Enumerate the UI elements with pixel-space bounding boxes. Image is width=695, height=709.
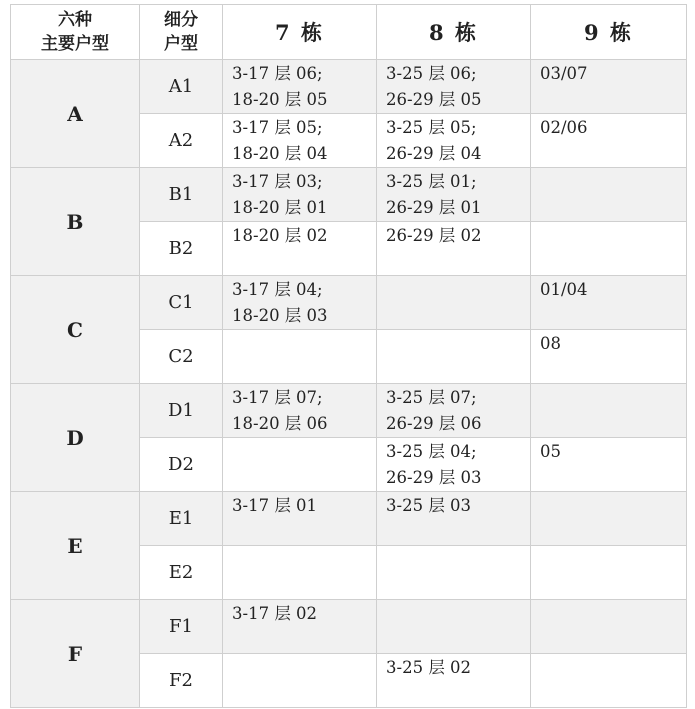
building-7-cell bbox=[223, 438, 377, 492]
floor-unit-text: 18-20 层 02 bbox=[232, 226, 328, 245]
table-row bbox=[11, 600, 687, 654]
building-8-cell bbox=[377, 60, 531, 114]
sub-type-cell: D2 bbox=[140, 438, 223, 492]
header-main-type: 六种 主要户型 bbox=[11, 5, 140, 60]
building-8-cell bbox=[377, 330, 531, 384]
building-9-cell bbox=[531, 60, 687, 114]
building-7-cell bbox=[223, 276, 377, 330]
building-7-cell bbox=[223, 60, 377, 114]
floor-unit-text: 3-25 层 01; bbox=[386, 172, 477, 191]
floor-unit-text: 3-17 层 07; bbox=[232, 388, 323, 407]
floor-unit-text: 3-17 层 02 bbox=[232, 604, 318, 623]
building-7-cell bbox=[223, 114, 377, 168]
floor-unit-text: 18-20 层 04 bbox=[232, 144, 328, 163]
sub-type-cell: B1 bbox=[140, 168, 223, 222]
floor-unit-text: 02/06 bbox=[540, 118, 588, 137]
floor-unit-text: 26-29 层 05 bbox=[386, 90, 482, 109]
building-7-cell bbox=[223, 654, 377, 708]
building-7-cell bbox=[223, 330, 377, 384]
floor-unit-text: 26-29 层 01 bbox=[386, 198, 482, 217]
table-row bbox=[11, 276, 687, 330]
floor-unit-text: 08 bbox=[540, 334, 561, 353]
building-9-cell bbox=[531, 438, 687, 492]
building-9-cell bbox=[531, 114, 687, 168]
floor-unit-text: 03/07 bbox=[540, 64, 588, 83]
building-9-cell bbox=[531, 330, 687, 384]
floor-unit-text: 01/04 bbox=[540, 280, 588, 299]
table-row bbox=[11, 492, 687, 546]
building-7-cell bbox=[223, 546, 377, 600]
building-7-cell bbox=[223, 492, 377, 546]
floor-unit-text: 3-25 层 03 bbox=[386, 496, 472, 515]
floor-unit-text: 26-29 层 06 bbox=[386, 414, 482, 433]
building-9-cell bbox=[531, 384, 687, 438]
building-9-cell bbox=[531, 492, 687, 546]
building-8-cell bbox=[377, 600, 531, 654]
floor-unit-text: 3-17 层 06; bbox=[232, 64, 323, 83]
building-8-cell bbox=[377, 168, 531, 222]
header-row bbox=[11, 5, 687, 60]
floor-unit-text: 18-20 层 03 bbox=[232, 306, 328, 325]
floor-unit-text: 3-25 层 02 bbox=[386, 658, 472, 677]
building-8-cell bbox=[377, 654, 531, 708]
floor-unit-text: 3-17 层 05; bbox=[232, 118, 323, 137]
building-8-cell bbox=[377, 492, 531, 546]
floor-unit-text: 3-17 层 01 bbox=[232, 496, 318, 515]
sub-type-cell: E2 bbox=[140, 546, 223, 600]
building-9-cell bbox=[531, 222, 687, 276]
building-7-cell bbox=[223, 222, 377, 276]
main-type-cell: C bbox=[11, 276, 140, 384]
building-7-cell bbox=[223, 384, 377, 438]
floor-unit-text: 18-20 层 06 bbox=[232, 414, 328, 433]
floor-unit-text: 3-25 层 07; bbox=[386, 388, 477, 407]
table-body bbox=[11, 60, 687, 708]
sub-type-cell: A1 bbox=[140, 60, 223, 114]
table-row bbox=[11, 384, 687, 438]
floor-unit-text: 18-20 层 05 bbox=[232, 90, 328, 109]
sub-type-cell: B2 bbox=[140, 222, 223, 276]
sub-type-cell: C1 bbox=[140, 276, 223, 330]
header-building-8: 8 栋 bbox=[377, 5, 531, 60]
sub-type-cell: D1 bbox=[140, 384, 223, 438]
building-7-cell bbox=[223, 600, 377, 654]
building-9-cell bbox=[531, 654, 687, 708]
header-building-7: 7 栋 bbox=[223, 5, 377, 60]
floor-unit-text: 26-29 层 02 bbox=[386, 226, 482, 245]
building-9-cell bbox=[531, 276, 687, 330]
sub-type-cell: C2 bbox=[140, 330, 223, 384]
main-type-cell: A bbox=[11, 60, 140, 168]
floor-unit-text: 05 bbox=[540, 442, 561, 461]
floor-unit-text: 18-20 层 01 bbox=[232, 198, 328, 217]
building-7-cell bbox=[223, 168, 377, 222]
table-row bbox=[11, 168, 687, 222]
building-9-cell bbox=[531, 168, 687, 222]
main-type-cell: B bbox=[11, 168, 140, 276]
main-type-cell: F bbox=[11, 600, 140, 708]
main-type-cell: E bbox=[11, 492, 140, 600]
building-9-cell bbox=[531, 600, 687, 654]
floor-unit-text: 3-17 层 04; bbox=[232, 280, 323, 299]
floor-unit-text: 3-25 层 06; bbox=[386, 64, 477, 83]
floor-unit-text: 26-29 层 04 bbox=[386, 144, 482, 163]
floor-unit-text: 3-25 层 05; bbox=[386, 118, 477, 137]
floor-unit-text: 3-17 层 03; bbox=[232, 172, 323, 191]
floor-unit-text: 3-25 层 04; bbox=[386, 442, 477, 461]
building-9-cell bbox=[531, 546, 687, 600]
unit-type-table bbox=[10, 4, 687, 708]
building-8-cell bbox=[377, 114, 531, 168]
building-8-cell bbox=[377, 222, 531, 276]
table-row bbox=[11, 60, 687, 114]
building-8-cell bbox=[377, 384, 531, 438]
building-8-cell bbox=[377, 276, 531, 330]
sub-type-cell: F2 bbox=[140, 654, 223, 708]
building-8-cell bbox=[377, 438, 531, 492]
sub-type-cell: A2 bbox=[140, 114, 223, 168]
floor-unit-text: 26-29 层 03 bbox=[386, 468, 482, 487]
main-type-cell: D bbox=[11, 384, 140, 492]
header-building-9: 9 栋 bbox=[531, 5, 687, 60]
header-sub-type: 细分 户型 bbox=[140, 5, 223, 60]
building-8-cell bbox=[377, 546, 531, 600]
sub-type-cell: E1 bbox=[140, 492, 223, 546]
sub-type-cell: F1 bbox=[140, 600, 223, 654]
